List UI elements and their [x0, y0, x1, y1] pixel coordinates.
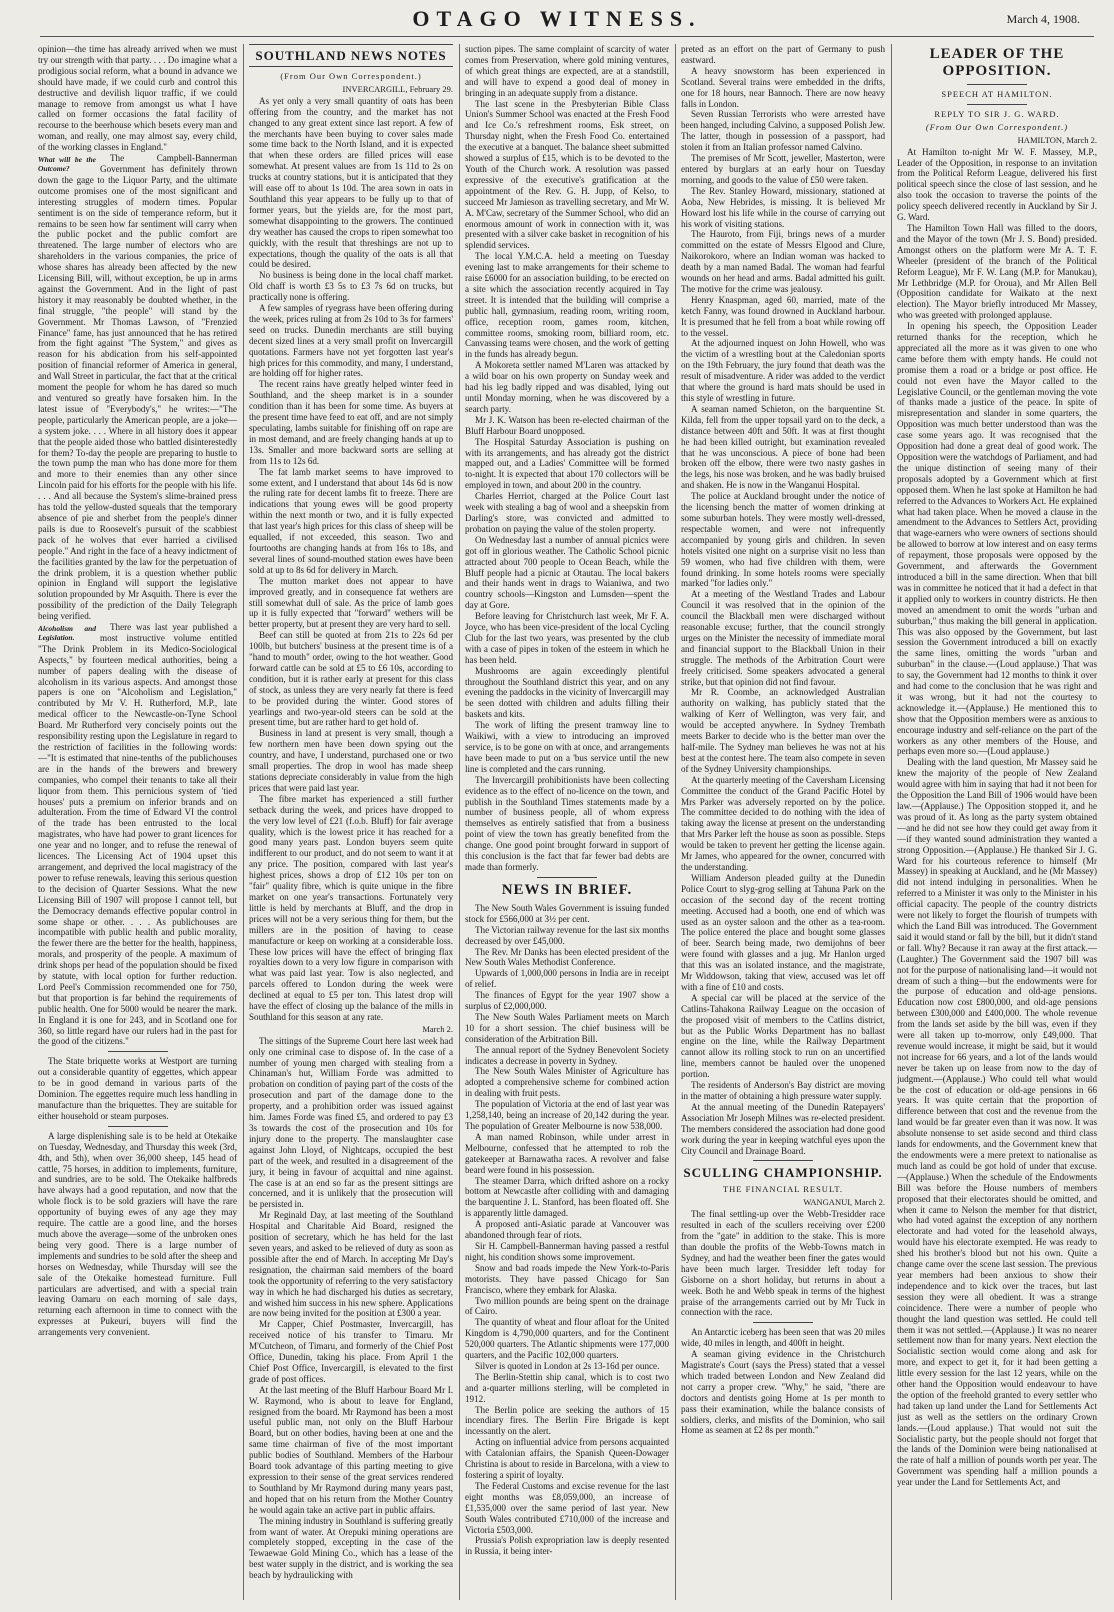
- news-item: preted as an effort on the part of Germany to push eastward.: [681, 44, 885, 65]
- article-paragraph: The local Y.M.C.A. held a meeting on Tuesday evening last to make arrangements for their scheme to raise £6000 for an association building, to be erected on a site which the association recently acquired in Tay street. It is intended that the building will comprise a public hall, gymnasium, reading room, writing room, office, reception room, games room, kitchen, committee rooms, smoking room, billiard room, etc. Canvassing teams were chosen, and the work of getting in the funds has already begun.: [465, 251, 669, 360]
- newspaper-name: OTAGO WITNESS.: [412, 6, 702, 31]
- article-paragraph: Mr J. K. Watson has been re-elected chairman of the Bluff Harbour Board unopposed.: [465, 414, 669, 436]
- news-item: Henry Knaspman, aged 60, married, mate of the ketch Fanny, was found drowned in Auckland harbour. It is presumed that he fell from a boat while rowing off to the vessel.: [681, 294, 885, 338]
- subheading: REPLY TO SIR J. G. WARD.: [934, 108, 1060, 119]
- news-item: Acting on influential advice from persons acquainted with Catalonian affairs, the Spanish Queen-Dowager Christina is about to reside in Barcelona, with a view to fostering a spirit of loyalty.: [465, 1437, 669, 1480]
- article-paragraph: As yet only a very small quantity of oats has been offering from the country, and the market has not changed to any great extent since last report. A few of the merchants have been buying to cover sales made some time back to the North Island, and it is expected that when these orders are filled prices will ease somewhat. At present values are from 1s 11d to 2s on trucks at country stations, but it is anticipated that they will ease off to about 1s 10d. The area sown in oats in Southland this year appears to be fully up to that of former years, but the yields are, for the most part, somewhat disappointing to the growers. The continued dry weather has caused the crops to ripen somewhat too quickly, with the result that threshings are not up to expectations, though the quality of the oats is all that could be desired.: [249, 95, 453, 270]
- column-divider: [243, 44, 244, 1600]
- news-item: The Berlin-Stettin ship canal, which is to cost two and a-quarter millions sterling, will be completed in 1912.: [465, 1371, 669, 1404]
- article-paragraph: At Hamilton to-night Mr W. F. Massey, M.P., Leader of the Opposition, in response to an invitation from the Political Reform League, delivered his first political speech since the close of last session, and he also took the occasion to traverse the points of the policy speech delivered recently in Auckland by Sir J. G. Ward.: [897, 146, 1097, 223]
- news-item: The residents of Anderson's Bay district are moving in the matter of obtaining a high pressure water supply.: [681, 1080, 885, 1101]
- section-rule: [967, 104, 1027, 105]
- article-paragraph: A few samples of ryegrass have been offering during the week, prices ruling at from 2s 10d to 3s for farmers' seed on trucks. Dunedin merchants are still buying decent sized lines at a very small profit on Invercargill quotations. Farmers have not yet forgotten last year's high prices for this commodity, and many, I understand, are holding off for higher rates.: [249, 303, 453, 379]
- dateline: HAMILTON, March 2.: [1017, 134, 1097, 145]
- news-item: A proposed anti-Asiatic parade at Vancouver was abandoned through fear of riots.: [465, 1219, 669, 1241]
- news-item: At a meeting of the Westland Trades and Labour Council it was resolved that in the opinion of the council the Blackball men were discharged without reasonable excuse; further, that the council strongly urges on the Minister the necessity of immediate moral and financial support to the Blackball Union in their struggle. The methods of the Arbitration Court were freely criticised. Some speakers advocated a general strike, but that opinion did not find favour.: [681, 589, 885, 687]
- article-paragraph: On Wednesday last a number of annual picnics were got off in glorious weather. The Catholic School picnic attracted about 700 people to Ocean Beach, while the Bluff people had a picnic at Otautau. The local bakers and their hands went in drags to Waianiwa, and two country schools—Kingston and Lumsden—spent the day at Gore.: [465, 534, 669, 611]
- news-item: The annual report of the Sydney Benevolent Society indicates a decrease in poverty in Sydney.: [465, 1044, 669, 1066]
- news-item: Mr R. Coombe, an acknowledged Australian authority on walking, has publicly stated that the walking of Kerr of Wellington, was very fair, and would be accepted anywhere. In Sydney Trembath meets Barker to decide who is the better man over the half-mile. The Sydney man believes he was not at his best at the contest here. The team also compete in seven of the Sydney University championships.: [681, 687, 885, 774]
- news-item: The finances of Egypt for the year 1907 show a surplus of £2,000,000.: [465, 990, 669, 1012]
- column-5: [897, 44, 1097, 1604]
- news-item: The police at Auckland brought under the notice of the licensing bench the matter of women drinking at some suburban hotels. They were mostly well-dressed, respectable women, and were not infrequently accompanied by young girls and children. In seven hotels visited one night on a surprise visit no less than 59 women, who had five children with them, were found drinking. In some hotels rooms were specially marked "for ladies only.": [681, 491, 885, 589]
- article-paragraph: There was last year published a most instructive volume entitled "The Drink Problem in its Medico-Sociological Aspects," by fourteen medical authorities, being a number of papers dealing with the disease of alcoholism in its various aspects. And amongst those papers is one on "Alcoholism and Legislation," contributed by Mr V. H. Rutherford, M.P., late medical officer to the Newcastle-on-Tyne School Board. Mr Rutherford very concisely points out the responsibility resting upon the Legislature in regard to the restriction of facilities in the following words:—"It is estimated that nine-tenths of the publichouses are in the hands of the brewers and brewery companies, who compel their tenants to take all their liquor from them. This pernicious system of 'tied houses' puts a premium on inferior brands and on adulteration. From the time of Edward VI the control of the trade has been entrusted to the local magistrates, who have had power to grant licences for one year and no longer, and to refuse the renewal of licences. The Licensing Act of 1904 upset this arrangement, and deprived the local magistracy of the power to refuse renewals, leaving this serious question to the decision of Quarter Sessions. What the new Licensing Bill of 1907 will propose I cannot tell, but the Democracy demands effective popular control in some shape or other. . . . As publichouses are incompatible with public health and public morality, the fewer there are the better for the health, happiness, morals, and prosperity of the people. A maximum of drink shops per head of the population should be fixed by statute, with local option for further reduction. Lord Peel's Commission recommended one for 750, but that proportion is far behind the requirements of public health. One for 5000 would be nearer the mark. In England it is one for 243, and in Scotland one for 360, so little regard have our rulers had in the past for the good of the citizens.": [38, 622, 237, 1047]
- column-2: [249, 44, 453, 1604]
- section-rule: [537, 877, 597, 878]
- article-paragraph: The mutton market does not appear to have improved greatly, and in consequence fat wethers are still somewhat dull of sale. As the price of lamb goes up it is fully expected that "forward" wethers will be better property, but at present they are very hard to sell.: [249, 575, 453, 630]
- article-paragraph: A large displenishing sale is to be held at Otekaike on Tuesday, Wednesday, and Thursday this week (3rd, 4th, and 5th), when over 36,000 sheep, 145 head of cattle, 75 horses, in addition to implements, furniture, and sundries, are to be sold. The Otekaike halfbreds have always had a good reputation, and now that the whole flock is to be sold graziers will have the rare opportunity of buying ewes of any age they may require. The cattle are a good line, and the horses much above the average—some of the unbroken ones being very good. There is a large number of implements and sundries to be sold after the sheep and horses on Wednesday, while Thursday will see the sale of the Otekaike homestead furniture. Full particulars are advertised, and with a special train leaving Oamaru on each morning of sale days, returning each afternoon in time to connect with the expresses at Pukeuri, buyers will find the arrangements very convenient.: [38, 1130, 237, 1338]
- news-item: An Antarctic iceberg has been seen that was 20 miles wide, 40 miles in length, and 400ft in height.: [681, 1327, 885, 1349]
- news-item: Sir H. Campbell-Bannerman having passed a restful night, his condition shows some improvement.: [465, 1240, 669, 1262]
- article-paragraph: opinion—the time has already arrived when we must try our strength with that party. . . . Do imagine what a prodigious social reform, what a bound in advance we should have made, if we could curb and control this destructive and devilish liquor traffic, if we could manage to remove from amongst us what I have called on former occasions the fatal facility of recourse to the beerhouse which besets every man and woman, and really, one may almost say, every child, of the working classes in England.": [38, 44, 237, 153]
- column-3: [465, 44, 669, 1604]
- article-paragraph: The final settling-up over the Webb-Tresidder race resulted in each of the scullers receiving over £200 from the "gate" in addition to the stake. This is more than double the profits of the Webb-Towns match in Sydney, and had the weather been finer the gates would have been much larger. Tresidder left today for Gisborne on a short holiday, but returns in about a week. Both he and Webb speak in terms of the highest praise of the arrangements carried out by Mr Tuck in connection with the race.: [681, 1209, 885, 1318]
- article-paragraph: Mushrooms are again exceedingly plentiful throughout the Southland district this year, and on any evening the paddocks in the vicinity of Invercargill may be seen dotted with children and adults filling their baskets and kits.: [465, 665, 669, 720]
- news-item: A heavy snowstorm has been experienced in Scotland. Several trains were embedded in the drifts, one for 18 hours, near Bannoch. There are now heavy falls in London.: [681, 65, 885, 109]
- article-paragraph: Mr Reginald Day, at last meeting of the Southland Hospital and Charitable Aid Board, resigned the position of secretary, which he has held for the last seven years, and asked to be relieved of duty as soon as possible after the end of March. In accepting Mr Day's resignation, the chairman said members of the board took the opportunity of referring to the very satisfactory way in which he had discharged his duties as secretary, and wished him success in his new sphere. Applications are now being invited for the position at £300 a year.: [249, 1210, 453, 1319]
- article-paragraph: suction pipes. The same complaint of scarcity of water comes from Preservation, where gold mining ventures, of which great things are expected, are at a standstill, and will have to expend a good deal of money in bringing in an adequate supply from a distance.: [465, 44, 669, 98]
- article-paragraph: Mr Capper, Chief Postmaster, Invercargill, has received notice of his transfer to Timaru. Mr M'Cutcheon, of Timaru, and formerly of the Chief Post Office, Dunedin, taking his place. From April 1 the Chief Post Office, Invercargill, is elevated to the first grade of post offices.: [249, 1319, 453, 1384]
- article-paragraph: The State briquette works at Westport are turning out a considerable quantity of eggettes, which appear to be in good demand in various parts of the Dominion. The eggettes require much less handling in manufacture than the briquettes. They are suitable for either household or steam purposes.: [38, 1056, 237, 1121]
- article-paragraph: The fibre market has experienced a still further setback during the week, and prices have dropped to the very low level of £21 (f.o.b. Bluff) for fair average quality, which is the lowest price it has reached for a good many years past. London buyers seem quite indifferent to our product, and do not seem to want it at any price. The position, compared with last year's highest prices, shows a drop of £12 10s per ton on "fair" quality fibre, which is quite unique in the fibre market on one year's transactions. Fortunately very little is held by merchants at Bluff, and the drop in prices will not be a very serious thing for them, but the millers are in the position of having to cease manufacture or keep on working at a considerable loss. These low prices will have the effect of bringing flax royalties down to a very low figure in comparison with what was paid last year. Tow is also neglected, and parcels offered to London during the week were declined at equal to £5 per ton. This latest drop will have the effect of closing up the balance of the mills in Southland for this season at any rate.: [249, 793, 453, 1022]
- article-paragraph: No business is being done in the local chaff market. Old chaff is worth £3 5s to £3 7s 6d on trucks, but practically none is offering.: [249, 270, 453, 303]
- article-paragraph: The Hospital Saturday Association is pushing on with its arrangements, and has already got the district mapped out, and a Ladies' Committee will be formed to-night. It is expected that about 170 collectors will be employed in town, and about 200 in the country.: [465, 436, 669, 491]
- news-item: A seaman named Schieton, on the barquentine St. Kilda, fell from the upper topsail yard on to the deck, a distance between 40ft and 50ft. It was at first thought he had been killed outright, but examination revealed that he was unconscious. A piece of bone had been broken off the elbow, there were two nasty gashes in the legs, his nose was broken, and he was badly bruised and shaken. He is now in the Wanganui Hospital.: [681, 403, 885, 491]
- news-item: The Federal Customs and excise revenue for the last eight months was £8,059,000, an increase of £1,535,000 over the same period of last year. New South Wales contributed £710,000 of the increase and Victoria £503,000.: [465, 1480, 669, 1535]
- news-item: William Anderson pleaded guilty at the Dunedin Police Court to slyg-grog selling at Tahuna Park on the occasion of the second day of the recent trotting meeting. Accused had a booth, one end of which was used as an oyster saloon and the other as a tea-room. The police entered the place and bought some glasses of beer. Search being made, two demijohns of beer were found with glasses and a jug. Mr Hanlon urged that this was an isolated instance, and the magistrate, Mr Widdowson, taking that view, accused was let off with a fine of £10 and costs.: [681, 872, 885, 992]
- column-divider: [891, 44, 892, 1600]
- news-item: The quantity of wheat and flour afloat for the United Kingdom is 4,790,000 quarters, and for the Continent 520,000 quarters. The Atlantic shipments were 177,000 quarters, and the Pacific 102,000 quarters.: [465, 1317, 669, 1361]
- article-paragraph: A Mokoreta settler named M'Laren was attacked by a wild boar on his own property on Sunday week and had his leg badly ripped and was disabled, lying out until Monday morning, when he was discovered by a search party.: [465, 360, 669, 414]
- article-paragraph: The Hamilton Town Hall was filled to the doors, and the Mayor of the town (Mr J. S. Bond) presided. Amongst others on the platform were Mr A. T. F. Wheeler (president of the branch of the Political Reform League), Mr F. W. Lang (M.P. for Manukau), Mr Lethbridge (M.P. for Oroua), and Mr Allen Bell (Opposition candidate for Waikato at the next election). The Mayor briefly introduced Mr Massey, who was greeted with prolonged applause.: [897, 222, 1097, 321]
- news-item: The Victorian railway revenue for the last six months decreased by over £45,000.: [465, 924, 669, 946]
- news-item: Two million pounds are being spent on the drainage of Cairo.: [465, 1295, 669, 1317]
- section-rule: [108, 1126, 168, 1127]
- side-heading: Alcoholism and Legislation.: [38, 624, 96, 643]
- news-item: Upwards of 1,000,000 persons in India are in receipt of relief.: [465, 968, 669, 990]
- news-item: Prussia's Polish expropriation law is deeply resented in Russia, it being inter-: [465, 1535, 669, 1557]
- news-item: The Hauroto, from Fiji, brings news of a murder committed on the estate of Messrs Elgood and Clure, Naikorokoro, where an Indian woman was hacked to death by a man named Badal. The woman had fearful wounds on her head and arms. Badal admitted his guilt. The motive for the crime was jealousy.: [681, 229, 885, 294]
- column-divider: [459, 44, 460, 1600]
- section-heading: LEADER OF THE OPPOSITION.: [929, 46, 1065, 79]
- article-paragraph: Dealing with the land question, Mr Massey said he knew the majority of the people of New Zealand would agree with him in saying that had it not been for the Opposition the Land Bill of 1906 would have been law.—(Applause.) The Opposition stopped it, and he was proud of it. As long as the party system obtained—and he did not see how they could get away from it—if they wanted sound administration they wanted a strong Opposition.—(Applause.) He thanked Sir J. G. Ward for his courteous reference to himself (Mr Massey) in speaking at Auckland, and he (Mr Massey) did not intend indulging in personalities. When he referred to a Minister it was only to the Minister in his official capacity. The people of the country districts were not likely to forget the flourish of trumpets with which the Land Bill was introduced. The Government said it would stand or fall by the bill, but it didn't stand or fall. Why? Because it ran away at the first attack.—(Laughter.) The Government said the 1907 bill was not for the purpose of nationalising land—it would not dream of such a thing—but the endowments were for the purpose of education and old-age pensions. Education now cost £800,000, and old-age pensions between £300,000 and £400,000. The whole revenue from the lands set aside by the bill was, even if they were all taken up to-morrow, only £49,000. That revenue would increase, it might be said, but it would not increase for 66 years, and a lot of the lands would never be taken up on lease from now to the day of judgment.—(Applause.) Who could tell what would be the cost of education or old-age pensions in 66 years. It was quite certain that the proportion of difference between that cost and the revenue from the land would be far greater even than it was now. It was absolute nonsense to set aside second and third class lands for endowments, and the Government knew that the endowments were a mere pretext to nationalise as much land as could be got hold of under that excuse.—(Applause.) When the schedule of the Endowments Bill was before the House numbers of members proposed that their electorates should be omitted, and when it came to Nelson the member for that district, who had voted against the exception of any northern electorate and had voted for the leasehold always, would have his electorate exempted. He was ready to shed his brother's blood but not his own. Quite a change came over the scene last session. The previous year members had been anxious to show their independence and to kick over the traces, but last session they were all obedient. It was a strange coincidence. There were a number of people who thought the land question was settled. He could tell them it was not settled.—(Applause.) It was no nearer settlement now than for many years. Next election the Socialistic section would come along and ask for more, and expect to get it, for it had been getting a little every session for the last 12 years, while on the other hand the Opposition would endeavour to have the option of the freehold granted to every settler who had taken up land under the Land for Settlements Act just as well as the settlers on the ordinary Crown lands.—(Loud applause.) That would not suit the Socialistic party, but the people should not forget that the lands of the Dominion were being nationalised at the rate of half a million of pounds worth per year. The Government was spending half a million pounds a year under the Land for Settlements Act, and: [897, 757, 1097, 1488]
- dateline: March 2.: [422, 1023, 453, 1034]
- article-paragraph: The work of lifting the present tramway line to Waikiwi, with a view to introducing an improved service, is to be gone on with at once, and arrangements have been made to put on a 'bus service until the new line is completed and the cars running.: [465, 720, 669, 774]
- article-paragraph: The recent rains have greatly helped winter feed in Southland, and the sheep market is in a sounder condition than it has been for some time. As buyers at the present time have feed to eat off, and are not simply speculating, lambs suitable for finishing off on rape are in most demand, and are freely changing hands at up to 13s. Smaller and more backward sorts are selling at from 11s to 12s 6d.: [249, 379, 453, 466]
- news-item: A seaman giving evidence in the Christchurch Magistrate's Court (says the Press) stated that a vessel which traded between London and New Zealand did not carry a proper crew. "Why," he said, "there are doctors and dentists going Home at 1s per month to pass their examination, while the balance consists of soldiers, clerks, and misfits of the Dominion, who sail Home as seamen at £2 8s per month.": [681, 1349, 885, 1436]
- column-4: [681, 44, 885, 1604]
- news-item: The New South Wales Parliament meets on March 10 for a short session. The chief business will be consideration of the Arbitration Bill.: [465, 1011, 669, 1044]
- news-item: Seven Russian Terrorists who were arrested have been hanged, including Calvino, a supposed Polish Jew. The latter, though in possession of a passport, had stolen it from an Italian professor named Calvino.: [681, 109, 885, 153]
- news-item: The Rev. Mr Danks has been elected president of the New South Wales Methodist Conference.: [465, 946, 669, 968]
- subheading: SPEECH AT HAMILTON.: [941, 89, 1053, 99]
- section-heading: NEWS IN BRIEF.: [501, 881, 633, 898]
- news-item: The steamer Darra, which drifted ashore on a rocky bottom at Newcastle after colliding with and damaging the barquentine J. L. Stanford, has been floated off. She is apparently little damaged.: [465, 1175, 669, 1219]
- news-item: At the adjourned inquest on John Howell, who was the victim of a wrestling bout at the Caledonian sports on the 19th February, the jury found that death was the result of misadventure. A rider was added to the verdict that where the ground is hard mats should be used in this style of wrestling in future.: [681, 338, 885, 403]
- article-paragraph: The fat lamb market seems to have improved to some extent, and I understand that about 14s 6d is now the ruling rate for decent lambs fit to freeze. There are indications that young ewes will be good property within the next month or two, and it is fully expected that last year's high prices for this class of sheep will be equalled, if not exceeded, this season. Two and fourtooths are changing hands at from 16s to 18s, and several lines of sound-mouthed station ewes have been sold at up to 8s 6d for delivery in March.: [249, 466, 453, 575]
- news-item: The Berlin police are seeking the authors of 15 incendiary fires. The Berlin Fire Brigade is kept incessantly on the alert.: [465, 1404, 669, 1437]
- section-rule: [753, 1322, 813, 1323]
- byline: (From Our Own Correspondent.): [280, 71, 422, 81]
- news-item: The population of Victoria at the end of last year was 1,258,140, being an increase of 20,142 during the year. The population of Greater Melbourne is now 538,000.: [465, 1099, 669, 1131]
- section-heading: SCULLING CHAMPIONSHIP.: [683, 1165, 883, 1181]
- article-paragraph: Business in land at present is very small, though a few northern men have been down spying out the country, and have, I understand, purchased one or two small properties. The drop in wool has made sheep stations depreciate considerably in value from the high prices that were paid last year.: [249, 728, 453, 793]
- article-paragraph: The sittings of the Supreme Court here last week had only one criminal case to dispose of. In the case of a number of young men charged with stealing from a Chinaman's hut, William Forde was admitted to probation on condition of paying part of the costs of the prosecution and part of the damage done to the property, and a prohibition order was issued against him. James Forde was fined £5, and ordered to pay £3 3s towards the cost of the prosecution and 10s for injury done to the property. The manslaughter case against John Lloyd, of Nightcaps, occupied the best part of the week, and resulted in a disagreement of the jury, it being in favour of acquittal and nine against. The case is at an end so far as the present sittings are concerned, and it is unlikely that the prosecution will be persisted in.: [249, 1035, 453, 1210]
- article-paragraph: The Campbell-Bannerman Government has definitely thrown down the gage to the Liquor Party, and the ultimate outcome promises one of the most significant and interesting struggles of modern times. Popular sentiment is on the side of temperance reform, but it remains to be seen how far sentiment will carry when the public pocket and the public comfort are threatened. The large number of electors who are shareholders in the various companies, the price of whose shares has already been affected by the new Licensing Bill, will, without exception, be up in arms against the Government. And in the light of past history it may reasonably be doubted whether, in the final struggle, "the people" will stand by the Government. Mr Thomas Lawson, of "Frenzied Finance" fame, has just announced that he has retired from the fight against "The System," and gives as reason for his abdication from his self-appointed position of financial reformer of America in general, and Wall Street in particular, the fact that at the critical moment the people for whom he has dared so much and ventured so greatly have forsaken him. In the latest issue of "Everybody's," he writes:—"The people, particularly the American people, are a joke—a system joke. . . . Where in all history does it appear that the people aided those who battled disinterestedly for them? To-day the people are preparing to hustle to the town pump the man who has done more for them and more to their enemies than any other since Lincoln paid for his efforts for the people with his life. . . . And all because the System's slime-brained press has told the yellow-dusted squeals that the temporary absence of pie and sherbet from the people's dinner pails is due to Roosevelt's pursuit of the scabbiest pack of he wolves that ever harried a civilised people." And right in the face of a heavy indictment of the facilities granted by the law for the perpetuation of the drink problem, it is a question whether public opinion in England will support the legislative solution propounded by Mr Asquith. There is ever the possibility of the prediction of the Daily Telegraph being verified.: [38, 153, 237, 622]
- column-divider: [675, 44, 676, 1600]
- side-heading: What will be the Outcome?: [38, 155, 96, 174]
- section-heading: SOUTHLAND NEWS NOTES: [249, 44, 453, 67]
- masthead: [0, 0, 1114, 40]
- news-item: The New South Wales Minister of Agriculture has adopted a comprehensive scheme for combined action in dealing with fruit pests.: [465, 1066, 669, 1099]
- news-item: The Rev. Stanley Howard, missionary, stationed at Aoba, New Hebrides, is missing. It is believed Mr Howard lost his life while in the course of carrying out his work of visiting stations.: [681, 185, 885, 229]
- issue-date: March 4, 1908.: [1006, 12, 1080, 26]
- news-item: At the quarterly meeting of the Caversham Licensing Committee the conduct of the Grand Pacific Hotel by Mrs Parker was adversely reported on by the police. The committee decided to do nothing with the idea of taking away the license at present on the understanding that Mrs Parker left the house as soon as possible. Steps would be taken to prevent her getting the license again. Mr James, who appeared for the owner, concurred with the understanding.: [681, 774, 885, 872]
- news-item: The premises of Mr Scott, jeweller, Masterton, were entered by burglars at an early hour on Tuesday morning, and goods to the value of £50 were taken.: [681, 153, 885, 185]
- article-paragraph: Before leaving for Christchurch last week, Mr F. A. Joyce, who has been vice-president of the local Cycling Club for the last two years, was presented by the club with a case of pipes in token of the esteem in which he has been held.: [465, 611, 669, 665]
- subheading: THE FINANCIAL RESULT.: [722, 1184, 844, 1195]
- article-paragraph: The Invercargill prohibitionists have been collecting evidence as to the effect of no-licence on the town, and publish in the Southland Times statements made by a number of business people, all of whom express themselves as entirely satisfied that from a business point of view the town has greatly benefited from the change. One good point brought forward in support of this conclusion is the fact that far fewer bad debts are made than formerly.: [465, 774, 669, 872]
- article-paragraph: At the last meeting of the Bluff Harbour Board Mr I. W. Raymond, who is about to leave for England, resigned from the board. Mr Raymond has been a most useful public man, not only on the Bluff Harbour Board, but on other bodies, having been at one and the same time chairman of five of the most important public bodies of Southland. Members of the Harbour Board took advantage of this parting meeting to give expression to their sense of the great services rendered to Southland by Mr Raymond during many years past, and hoped that on his return from the Mother Country he would again take an active part in public affairs.: [249, 1384, 453, 1515]
- dateline: WANGANUI, March 2.: [803, 1197, 885, 1208]
- article-paragraph: Beef can still be quoted at from 21s to 22s 6d per 100lb, but butchers' business at the present time is of a "hand to mouth" order, owing to the hot weather. Good forward cattle can be sold at £5 to £6 10s, according to condition, but it is rather early at present for this class of stock, as unless they are very nearly fat there is feed to be provided during the winter. Good stores of yearlings and two-year-old steers can be sold at the present time, but are rather hard to get hold of.: [249, 630, 453, 728]
- article-paragraph: The mining industry in Southland is suffering greatly from want of water. At Orepuki mining operations are completely stopped, excepting in the case of the Tewaewae Gold Mining Co., which has a lease of the best water supply in the district, and is working the sea beach by hydraulicking with: [249, 1515, 453, 1581]
- column-1: [38, 44, 237, 1604]
- article-paragraph: The last scene in the Presbyterian Bible Class Union's Summer School was enacted at the Fresh Food and Ice Co.'s refreshment rooms, Esk street, on Thursday night, when the Fresh Food Co. entertained the executive at a banquet. The balance sheet submitted showed a surplus of £15, which is to be devoted to the Youth of the Church work. A resolution was passed expressive of the executive's gratification at the appointment of the Rev. G. H. Jupp, of Kelso, to succeed Mr Jamieson as travelling secretary, and Mr W. A. M'Caw, secretary of the Summer School, who did an enormous amount of work in connection with it, was presented with a silver cake basket in recognition of his splendid services.: [465, 98, 669, 251]
- section-rule: [108, 1051, 168, 1052]
- masthead-rule: [40, 36, 1094, 37]
- byline: (From Our Own Correspondent.): [925, 121, 1069, 132]
- section-rule: [753, 1160, 813, 1161]
- article-paragraph: In opening his speech, the Opposition Leader returned thanks for the reception, which he appreciated all the more as it was given to one who came before them with empty hands. He could not promise them a road or a bridge or post office. He could not even have the Mayor called to the Legislative Council, or the gentleman moving the vote of thanks made a justice of the peace. In spite of misrepresentation and slander in some quarters, the Opposition was much better understood than was the case some years ago. It was recognised that the Opposition had done a great deal of good work. The Opposition were the watchdogs of Parliament, and had the unique distinction of seeing many of their proposals adopted by a Government which at first opposed them. When he last spoke at Hamilton he had referred to the Advances to Workers Act. He explained what had taken place. When he moved a clause in the amendment to the Advances to Settlers Act, providing that wage-earners who were owners of sections should be allowed to borrow at low interest and on easy terms of repayment, those proposals were opposed by the Government, and afterwards the Government introduced a bill in the same direction. When that bill was in committee he noticed that it had a defect in that it applied only to workers in country districts. He then moved an amendment to omit the words "urban and suburban," thus making the bill general in application. This was also opposed by the Government, but last session the Government introduced a bill on exactly the same lines, omitting the words "urban and suburban" in the clause.—(Loud applause.) That was to say, the Government had 12 months to think it over and had come to the conclusion that he was right and it was wrong, but it had not the courtesy to acknowledge it.—(Applause.) He mentioned this to show that the Opposition members were as anxious to encourage industry and self-reliance on the part of the workers as any other members of the House, and perhaps even more so.—(Loud applause.): [897, 321, 1097, 757]
- news-item: At the annual meeting of the Dunedin Ratepayers' Association Mr Joseph Milnes was re-elected president. The members considered the association had done good work during the year in keeping watchful eyes upon the City Council and Drainage Board.: [681, 1101, 885, 1156]
- news-item: The New South Wales Government is issuing funded stock for £566,000 at 3½ per cent.: [465, 902, 669, 924]
- dateline: INVERCARGILL, February 29.: [342, 83, 453, 94]
- article-paragraph: Charles Herriot, charged at the Police Court last week with stealing a bag of wool and a sheepskin from Darling's store, was convicted and admitted to probation on paying the value of the stolen property.: [465, 491, 669, 534]
- news-item: A special car will be placed at the service of the Catlins-Tahakona Railway League on the occasion of the proposed visit of members to the Catlins district, but as the Public Works Department has no ballast engine on the line, while the Railway Department cannot allow its rolling stock to run on an uncertified line, members cannot be hauled over the unopened portion.: [681, 992, 885, 1080]
- section-rule: [967, 84, 1027, 85]
- news-item: Silver is quoted in London at 2s 13-16d per ounce.: [475, 1360, 660, 1371]
- news-item: A man named Robinson, while under arrest in Melbourne, confessed that he attempted to rob the gatekeeper at Barnawatha races. A revolver and false beard were found in his possession.: [465, 1131, 669, 1175]
- news-item: Snow and bad roads impede the New York-to-Paris motorists. They have passed Chicago for San Francisco, where they embark for Alaska.: [465, 1262, 669, 1295]
